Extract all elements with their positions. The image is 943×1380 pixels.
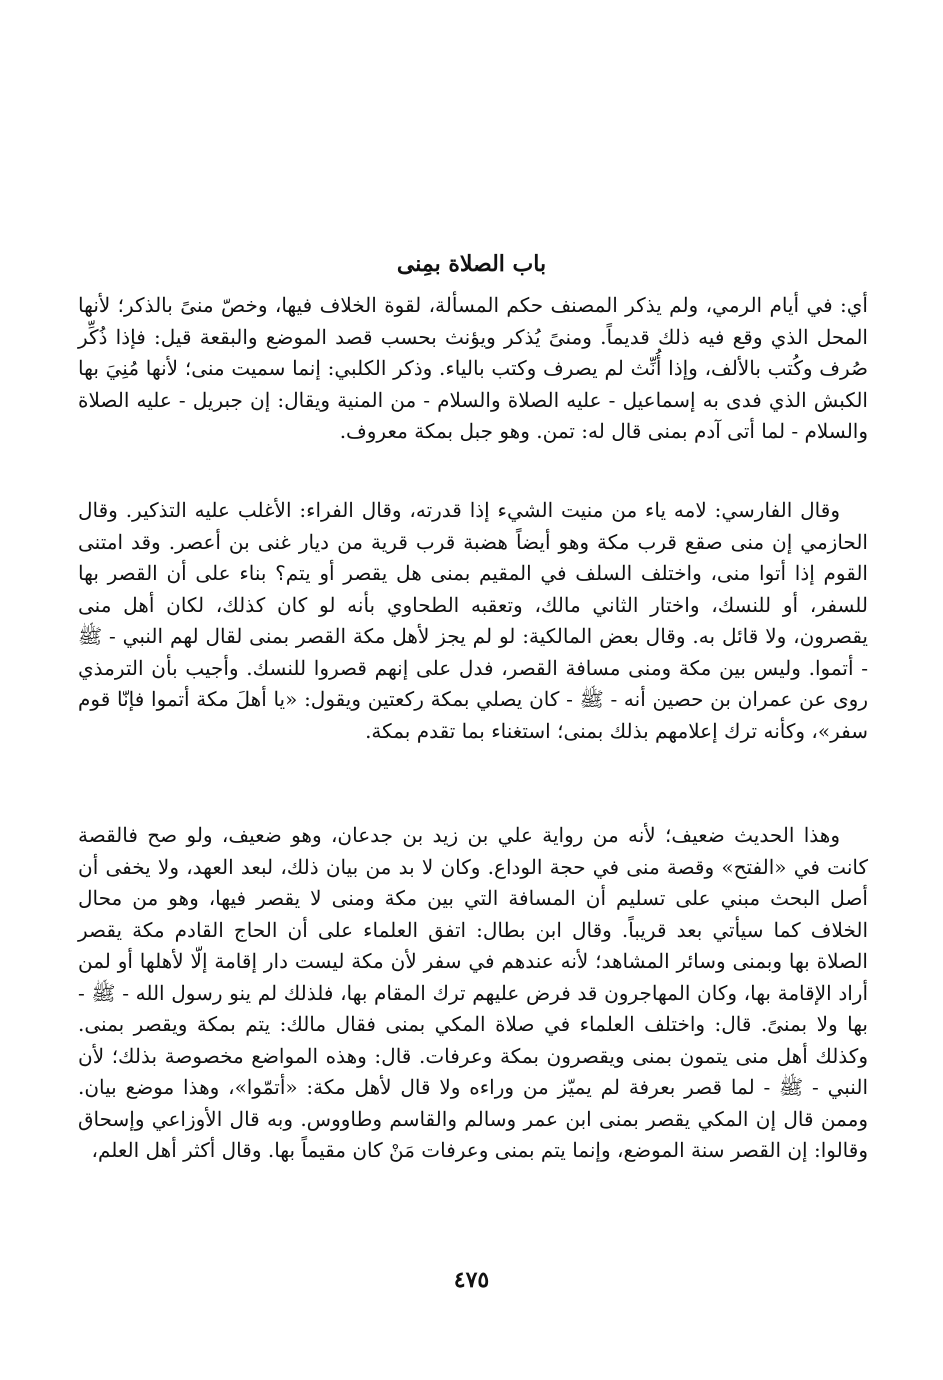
paragraph-1: أي: في أيام الرمي، ولم يذكر المصنف حكم المسألة، لقوة الخلاف فيها، وخصّ منىً بالذكر؛ لأنها المحل الذي وقع فيه ذلك قديماً. ومنىً يُذكر ويؤنث بحسب قصد الموضع والبقعة قيل: فإذا ذُكِّر صُرف وكُتب بالألف، وإذا أُنِّث لم يصرف وكتب بالياء. وذكر الكلبي: إنما سميت منى؛ لأنها مُنِيَ بها الكبش الذي فدى به إسماعيل - عليه الصلاة والسلام - من المنية ويقال: إن جبريل - عليه الصلاة والسلام - لما أتى آدم بمنى قال له: تمن. وهو جبل بمكة معروف.: [78, 293, 868, 443]
chapter-title: باب الصلاة بمِنى: [396, 251, 547, 277]
text-block-1: [78, 290, 868, 448]
paragraph-2: وقال الفارسي: لامه ياء من منيت الشيء إذا قدرته، وقال الفراء: الأغلب عليه التذكير. وقال الحازمي إن منى صقع قرب مكة وهو أيضاً هضبة قرب قرية من ديار غنى بن أعصر. وقد امتنى القوم إذا أتوا منى، واختلف السلف في المقيم بمنى هل يقصر أو يتم؟ بناء على أن القصر بها للسفر، أو للنسك، واختار الثاني مالك، وتعقبه الطحاوي بأنه لو كان كذلك، لكان أهل منى يقصرون، ولا قائل به. وقال بعض المالكية: لو لم يجز لأهل مكة القصر بمنى لقال لهم النبي - ﷺ - أتموا. وليس بين مكة ومنى مسافة القصر، فدل على إنهم قصروا للنسك. وأجيب بأن الترمذي روى عن عمران بن حصين أنه - ﷺ - كان يصلي بمكة ركعتين ويقول: «يا أهلَ مكة أتموا فإنّا قوم سفر»، وكأنه ترك إعلامهم بذلك بمنى؛ استغناء بما تقدم بمكة.: [78, 498, 868, 743]
text-block-3: [78, 820, 868, 1167]
paragraph-3: وهذا الحديث ضعيف؛ لأنه من رواية علي بن زيد بن جدعان، وهو ضعيف، ولو صح فالقصة كانت في «الفتح» وقصة منى في حجة الوداع. وكان لا بد من بيان ذلك، لبعد العهد، ولا يخفى أن أصل البحث مبني على تسليم أن المسافة التي بين مكة ومنى لا يقصر فيها، وهو من محال الخلاف كما سيأتي بعد قريباً. وقال ابن بطال: اتفق العلماء على أن الحاج القادم مكة يقصر الصلاة بها وبمنى وسائر المشاهد؛ لأنه عندهم في سفر لأن مكة ليست دار إقامة إلّا لأهلها أو لمن أراد الإقامة بها، وكان المهاجرون قد فرض عليهم ترك المقام بها، فلذلك لم ينو رسول الله - ﷺ - بها ولا بمنىً. قال: واختلف العلماء في صلاة المكي بمنى فقال مالك: يتم بمكة ويقصر بمنى. وكذلك أهل منى يتمون بمنى ويقصرون بمكة وعرفات. قال: وهذه المواضع مخصوصة بذلك؛ لأن النبي - ﷺ - لما قصر بعرفة لم يميّز من وراءه ولا قال لأهل مكة: «أتمّوا»، وهذا موضع بيان. وممن قال إن المكي يقصر بمنى ابن عمر وسالم والقاسم وطاووس. وبه قال الأوزاعي وإسحاق وقالوا: إن القصر سنة الموضع، وإنما يتم بمنى وعرفات مَنْ كان مقيماً بها. وقال أكثر أهل العلم،: [78, 823, 868, 1162]
page-number: ٤٧٥: [453, 1267, 490, 1293]
text-block-2: [78, 495, 868, 747]
